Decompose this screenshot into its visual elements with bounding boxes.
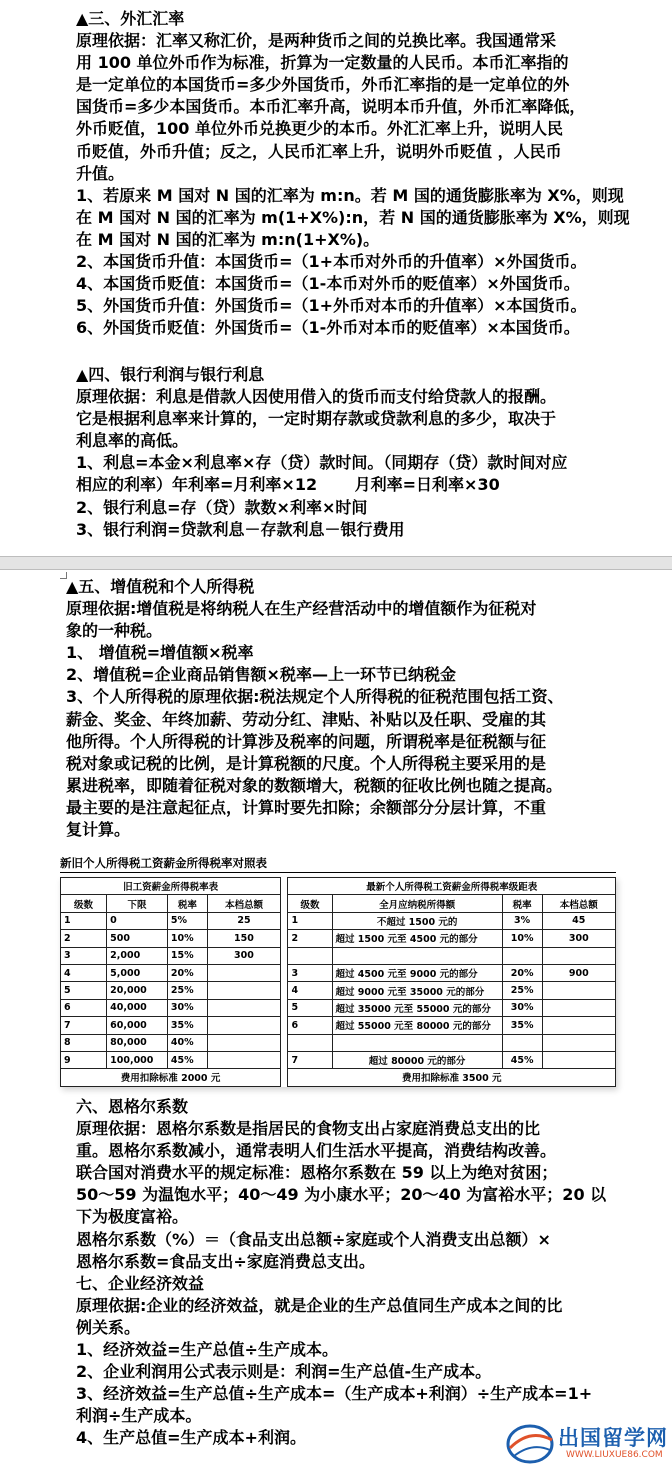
section-vat-income-tax: [66, 576, 666, 841]
cell: [542, 1051, 615, 1068]
old-footer: 费用扣除标准 2000 元: [61, 1069, 281, 1086]
table-row: [61, 964, 616, 981]
col-header: 级数: [61, 895, 107, 912]
col-header: 本档总额: [542, 895, 615, 912]
text-line: 下为极度富裕。: [76, 1207, 189, 1227]
old-table-header: 旧工资薪金所得税率表: [61, 878, 281, 895]
text-line: 相应的利率）年利率=月利率×12 月利率=日利率×30: [76, 475, 500, 495]
text-line: 原理依据:企业的经济效益，就是企业的生产总值同生产成本之间的比: [76, 1295, 563, 1315]
cell: [502, 947, 542, 964]
text-line: 外币贬值，100 单位外币兑换更少的本币。外汇汇率上升，说明人民: [76, 119, 563, 139]
cell: 超过 4500 元至 9000 元的部分: [332, 964, 502, 981]
text-line: 重。恩格尔系数减小，通常表明人们生活水平提高，消费结构改善。: [76, 1141, 557, 1161]
text-line: 1、若原来 M 国对 N 国的汇率为 m:n。若 M 国的通货膨胀率为 X%，则现: [76, 185, 624, 205]
text-line: 4、本国货币贬值：本国货币=（1-本币对外币的贬值率）×外国货币。: [76, 274, 580, 294]
cell: 5%: [167, 912, 207, 929]
text-line: 他所得。个人所得税的计算涉及税率的问题，所谓税率是征税额与征: [66, 731, 547, 751]
cell: 超过 55000 元至 80000 元的部分: [332, 1017, 502, 1034]
cell: 3: [288, 964, 332, 981]
cell: [542, 999, 615, 1016]
text-line: 复计算。: [66, 820, 131, 840]
tax-rate-table: [60, 877, 616, 1087]
cell: 25%: [502, 982, 542, 999]
cell: 500: [107, 930, 168, 947]
document-page-1: [0, 0, 672, 556]
text-line: 是一定单位的本国货币=多少外国货币，外币汇率指的是一定单位的外: [76, 75, 570, 95]
text-line: 2、增值税=企业商品销售额×税率—上一环节已纳税金: [66, 665, 456, 685]
cell: 超过 9000 元至 35000 元的部分: [332, 982, 502, 999]
cell: 40,000: [107, 999, 168, 1016]
cell: 15%: [167, 947, 207, 964]
table-row: [61, 1051, 616, 1068]
cell: 35%: [167, 1017, 207, 1034]
cell: 5,000: [107, 964, 168, 981]
cell: 5: [288, 999, 332, 1016]
text-line: 3、银行利润=贷款利息－存款利息－银行费用: [76, 519, 405, 539]
cell: 150: [207, 930, 280, 947]
text-line: 薪金、奖金、年终加薪、劳动分红、津贴、补贴以及任职、受雇的其: [66, 709, 547, 729]
cell: 1: [61, 912, 107, 929]
cell: 0: [107, 912, 168, 929]
heading-engel: 六、恩格尔系数: [76, 1097, 189, 1116]
table-row: [61, 912, 616, 929]
heading-exchange-rate: ▲三、外汇汇率: [76, 9, 185, 28]
cell: 45%: [502, 1051, 542, 1068]
cell: 300: [542, 930, 615, 947]
cell: 2,000: [107, 947, 168, 964]
table-row: [61, 930, 616, 947]
cell: 7: [288, 1051, 332, 1068]
cell: 40%: [167, 1034, 207, 1051]
cell: 25: [207, 912, 280, 929]
cell: 60,000: [107, 1017, 168, 1034]
text-line: 它是根据利息率来计算的，一定时期存款或贷款利息的多少，取决于: [76, 409, 557, 429]
cell: [332, 947, 502, 964]
cell: 10%: [167, 930, 207, 947]
cell: [207, 1051, 280, 1068]
cell: [288, 1034, 332, 1051]
table-row: [61, 1017, 616, 1034]
cell: 300: [207, 947, 280, 964]
text-line: 50～59 为温饱水平；40～49 为小康水平；20～40 为富裕水平；20 以: [76, 1185, 607, 1205]
col-header: 下限: [107, 895, 168, 912]
text-line: 1、利息=本金×利息率×存（贷）款时间。（同期存（贷）款时间对应: [76, 453, 568, 473]
text-line: 原理依据:增值税是将纳税人在生产经营活动中的增值额作为征税对: [66, 599, 537, 619]
text-line: 在 M 国对 N 国的汇率为 m(1+X%):n，若 N 国的通货膨胀率为 X%，则现: [76, 207, 630, 227]
watermark: [504, 1418, 668, 1468]
cell: 900: [542, 964, 615, 981]
text-line: 币贬值，外币升值；反之，人民币汇率上升，说明外币贬值 ，人民币: [76, 141, 562, 161]
cell: 1: [288, 912, 332, 929]
text-line: 最主要的是注意起征点，计算时要先扣除；余额部分分层计算，不重: [66, 797, 547, 817]
text-line: 3、经济效益=生产总值÷生产成本=（生产成本+利润）÷生产成本=1+: [76, 1384, 593, 1404]
cell: 6: [61, 999, 107, 1016]
table-column-row: [61, 895, 616, 912]
tax-table-block: [60, 854, 616, 1087]
text-line: 4、生产总值=生产成本+利润。: [76, 1428, 306, 1448]
watermark-name: 出国留学网: [558, 1426, 668, 1450]
table-row: [61, 999, 616, 1016]
page-separator: [0, 556, 672, 570]
text-line: 恩格尔系数（%）＝（食品支出总额÷家庭或个人消费支出总额）×: [76, 1229, 551, 1249]
col-header: 全月应纳税所得额: [332, 895, 502, 912]
section-bank-interest: [76, 364, 666, 541]
col-header: 税率: [502, 895, 542, 912]
cell: 30%: [167, 999, 207, 1016]
cell: [207, 964, 280, 981]
table-row: [61, 1034, 616, 1051]
cell: [207, 982, 280, 999]
text-line: 国货币=多少本国货币。本币汇率升高，说明本币升值，外币汇率降低，: [76, 97, 586, 117]
cell: 3: [61, 947, 107, 964]
cell: 6: [288, 1017, 332, 1034]
cell: 2: [288, 930, 332, 947]
text-line: 联合国对消费水平的规定标准：恩格尔系数在 59 以上为绝对贫困；: [76, 1163, 558, 1183]
cell: 30%: [502, 999, 542, 1016]
text-line: 利息率的高低。: [76, 431, 189, 451]
cell: 8: [61, 1034, 107, 1051]
cell: 45: [542, 912, 615, 929]
cell: 4: [61, 964, 107, 981]
cell: 不超过 1500 元的: [332, 912, 502, 929]
cell: 20%: [167, 964, 207, 981]
globe-logo-icon: [504, 1420, 556, 1466]
section-exchange-rate: [76, 8, 666, 339]
text-line: 在 M 国对 N 国的汇率为 m:n(1+X%)。: [76, 229, 380, 249]
col-header: 级数: [288, 895, 332, 912]
cell: 20%: [502, 964, 542, 981]
cell: 25%: [167, 982, 207, 999]
heading-efficiency: 七、企业经济效益: [76, 1273, 205, 1293]
text-line: 利润÷生产成本。: [76, 1406, 202, 1426]
cell: [542, 947, 615, 964]
heading-vat: ▲五、增值税和个人所得税: [66, 577, 255, 596]
text-line: 6、外国货币贬值：外国货币=（1-外币对本币的贬值率）×本国货币。: [76, 318, 580, 338]
cell: 3%: [502, 912, 542, 929]
text-line: 原理依据：恩格尔系数是指居民的食物支出占家庭消费总支出的比: [76, 1119, 541, 1139]
table-row: [61, 982, 616, 999]
cell: [207, 1017, 280, 1034]
cell: [542, 1017, 615, 1034]
new-table-header: 最新个人所得税工资薪金所得税率级距表: [288, 878, 616, 895]
cell: 5: [61, 982, 107, 999]
cell: 4: [288, 982, 332, 999]
table-footer-row: [61, 1069, 616, 1086]
tax-table-title: 新旧个人所得税工资薪金所得税率对照表: [60, 854, 616, 873]
text-line: 原理依据：利息是借款人因使用借入的货币而支付给贷款人的报酬。: [76, 387, 557, 407]
section-engel-and-efficiency: [76, 1096, 666, 1450]
text-line: 3、个人所得税的原理依据:税法规定个人所得税的征税范围包括工资、: [66, 687, 564, 707]
document-page-2: [0, 570, 672, 1474]
text-line: 2、银行利息=存（贷）款数×利率×时间: [76, 497, 368, 517]
cell: 9: [61, 1051, 107, 1068]
text-line: 恩格尔系数=食品支出÷家庭消费总支出。: [76, 1251, 375, 1271]
cell: [207, 999, 280, 1016]
cell: 100,000: [107, 1051, 168, 1068]
col-header: 本档总额: [207, 895, 280, 912]
table-row: [61, 947, 616, 964]
cell: 35%: [502, 1017, 542, 1034]
text-line: 1、经济效益=生产总值÷生产成本。: [76, 1340, 338, 1360]
cell: [207, 1034, 280, 1051]
cell: 2: [61, 930, 107, 947]
cell: 80,000: [107, 1034, 168, 1051]
text-line: 例关系。: [76, 1317, 141, 1337]
cell: 超过 35000 元至 55000 元的部分: [332, 999, 502, 1016]
text-line: 5、外国货币升值：外国货币=（1+外币对本币的升值率）×本国货币。: [76, 296, 587, 316]
table-header-row: [61, 878, 616, 895]
col-header: 税率: [167, 895, 207, 912]
text-line: 税对象或记税的比例，是计算税额的尺度。个人所得税主要采用的是: [66, 753, 547, 773]
new-footer: 费用扣除标准 3500 元: [288, 1069, 616, 1086]
cell: [502, 1034, 542, 1051]
text-line: 原理依据：汇率又称汇价，是两种货币之间的兑换比率。我国通常采: [76, 31, 557, 51]
cell: [542, 982, 615, 999]
cell: 10%: [502, 930, 542, 947]
heading-bank-interest: ▲四、银行利润与银行利息: [76, 365, 265, 384]
text-line: 2、企业利润用公式表示则是：利润=生产总值-生产成本。: [76, 1362, 492, 1382]
cell: 超过 80000 元的部分: [332, 1051, 502, 1068]
cell: 45%: [167, 1051, 207, 1068]
text-line: 升值。: [76, 163, 125, 183]
cell: [542, 1034, 615, 1051]
text-line: 象的一种税。: [66, 621, 163, 641]
text-line: 1、 增值税=增值额×税率: [66, 643, 254, 663]
cell: [332, 1034, 502, 1051]
cell: 超过 1500 元至 4500 元的部分: [332, 930, 502, 947]
watermark-url: WWW.LIUXUE86.COM: [566, 1450, 663, 1460]
text-line: 2、本国货币升值：本国货币=（1+本币对外币的升值率）×外国货币。: [76, 252, 587, 272]
cell: [288, 947, 332, 964]
cell: 7: [61, 1017, 107, 1034]
cell: 20,000: [107, 982, 168, 999]
text-line: 用 100 单位外币作为标准，折算为一定数量的人民币。本币汇率指的: [76, 53, 569, 73]
text-line: 累进税率，即随着征税对象的数额增大，税额的征收比例也随之提高。: [66, 775, 563, 795]
